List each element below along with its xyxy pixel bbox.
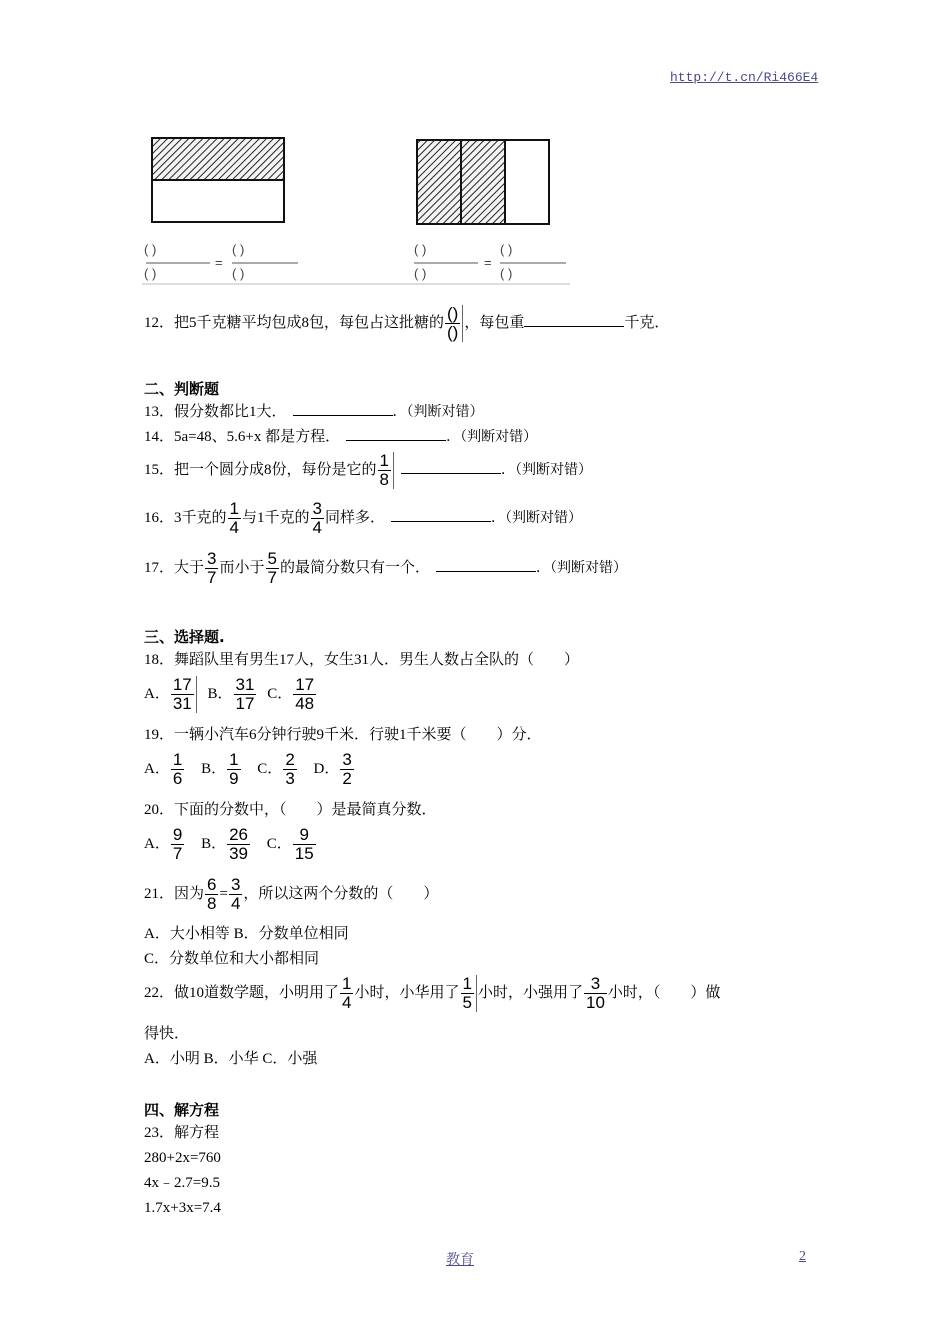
q19-option-a[interactable]: A． $\frac{1}{6}$ — [144, 750, 183, 788]
q20-option-c[interactable]: C． $\frac{9}{15}$ — [266, 825, 314, 863]
q19-option-b[interactable]: B． $\frac{1}{9}$ — [201, 750, 239, 788]
question-22-continued: 得快． — [144, 1026, 190, 1042]
question-12: 12．把5千克糖平均包成8包，每包占这批糖的 $\frac{()}{()}$ ，每包重 千克． — [144, 304, 670, 342]
q17-answer-blank[interactable] — [436, 557, 536, 572]
q16-fraction-2: $\frac{3}{4}$ — [312, 499, 322, 537]
page-number: 2 — [799, 1249, 806, 1264]
question-21: 21．因为 $\frac{6}{8}$ = $\frac{3}{4}$ ，所以这两个分数的（ ） — [144, 875, 439, 913]
q22-fraction-3: $\frac{3}{10}$ — [585, 974, 605, 1012]
q18-option-a[interactable]: A． $\frac{17}{31}$ — [144, 686, 198, 702]
question-21-options-line-1[interactable]: A．大小相等 B．分数单位相同 — [144, 926, 349, 942]
left-fraction-bottom-right: ( ) — [232, 266, 245, 281]
section-3-title: 三、选择题. — [144, 628, 225, 646]
left-fraction-top-right: ( ) — [232, 242, 245, 257]
q16-answer-blank[interactable] — [391, 507, 491, 522]
equation-2: 4x﹣2.7=9.5 — [144, 1175, 220, 1191]
question-20-options — [144, 826, 317, 863]
q22-fraction-2: $\frac{1}{5}$ — [461, 975, 477, 1012]
question-17: 17．大于 $\frac{3}{7}$ 而小于 $\frac{5}{7}$ 的最简分数只有一个． ．（判断对错） — [144, 549, 627, 587]
equation-3: 1.7x+3x=7.4 — [144, 1200, 221, 1216]
q21-fraction-1: $\frac{6}{8}$ — [207, 875, 217, 913]
q17-fraction-2: $\frac{5}{7}$ — [267, 549, 277, 587]
right-fraction-bottom-right: ( ) — [500, 266, 513, 281]
q13-answer-blank[interactable] — [293, 401, 393, 416]
question-20: 20．下面的分数中，（ ）是最简真分数． — [144, 802, 437, 818]
equation-1: 280+2x=760 — [144, 1150, 221, 1166]
left-fraction-bottom-left: ( ) — [144, 266, 157, 281]
left-fraction-top-left: ( ) — [144, 242, 157, 257]
left-equals: = — [215, 255, 223, 270]
right-rectangle-figure — [417, 140, 549, 224]
header-url[interactable]: http://t.cn/Ri466E4 — [670, 70, 819, 85]
question-19-options — [144, 751, 355, 788]
right-fraction-top-right: ( ) — [500, 242, 513, 257]
question-18-options — [144, 676, 317, 713]
q19-option-d[interactable]: D． $\frac{3}{2}$ — [313, 750, 352, 788]
q17-fraction-1: $\frac{3}{7}$ — [207, 549, 217, 587]
question-13: 13．假分数都比1大． ．（判断对错） — [144, 401, 484, 423]
question-16: 16．3千克的 $\frac{1}{4}$ 与1千克的 $\frac{3}{4}$ 同样多． ．（判断对错） — [144, 499, 582, 537]
q19-option-c[interactable]: C． $\frac{2}{3}$ — [257, 750, 295, 788]
question-22: 22．做10道数学题，小明用了 $\frac{1}{4}$ 小时，小华用了 $\frac{1}{5}$ 小时，小强用了 $\frac{3}{10}$ 小时，（ ）做 — [144, 974, 721, 1012]
q20-option-a[interactable]: A． $\frac{9}{7}$ — [144, 825, 183, 863]
question-21-options-line-2[interactable]: C．分数单位和大小都相同 — [144, 951, 320, 967]
section-2-title: 二、判断题 — [144, 380, 220, 398]
section-4-title: 四、解方程 — [144, 1101, 220, 1119]
question-22-options[interactable]: A．小明 B．小华 C．小强 — [144, 1051, 318, 1067]
q15-answer-blank[interactable] — [401, 459, 501, 474]
q18-option-c[interactable]: C． $\frac{17}{48}$ — [267, 675, 315, 713]
question-15: 15．把一个圆分成8份，每份是它的 $\frac{1}{8}$ ．（判断对错） — [144, 451, 592, 489]
footer-link[interactable]: 教育 — [446, 1253, 474, 1268]
q12-answer-blank[interactable] — [524, 312, 624, 327]
q14-answer-blank[interactable] — [346, 426, 446, 441]
q16-fraction-1: $\frac{1}{4}$ — [229, 499, 239, 537]
left-rectangle-figure — [152, 138, 284, 222]
q12-fraction: $\frac{()}{()}$ — [445, 305, 463, 342]
fraction-figures — [140, 130, 580, 290]
q18-option-b[interactable]: B． $\frac{31}{17}$ — [207, 675, 255, 713]
question-18: 18．舞蹈队里有男生17人，女生31人．男生人数占全队的（ ） — [144, 652, 580, 668]
q21-fraction-2: $\frac{3}{4}$ — [230, 875, 241, 913]
q15-fraction: $\frac{1}{8}$ — [378, 452, 394, 489]
right-fraction-bottom-left: ( ) — [414, 266, 427, 281]
q22-fraction-1: $\frac{1}{4}$ — [342, 974, 352, 1012]
question-14: 14．5a=48、5.6+x 都是方程． ．（判断对错） — [144, 426, 537, 448]
q20-option-b[interactable]: B． $\frac{26}{39}$ — [201, 825, 248, 863]
question-19: 19．一辆小汽车6分钟行驶9千米．行驶1千米要（ ）分． — [144, 727, 542, 743]
right-fraction-top-left: ( ) — [414, 242, 427, 257]
right-equals: = — [484, 255, 492, 270]
question-23: 23．解方程 — [144, 1125, 220, 1141]
